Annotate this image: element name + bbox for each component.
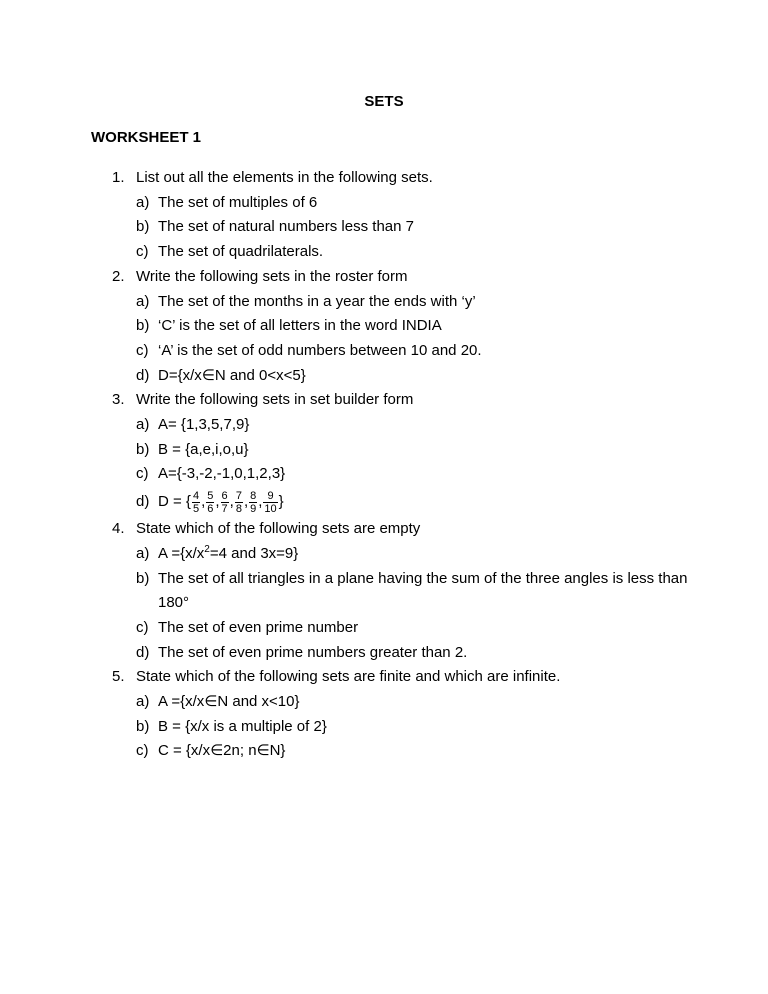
fraction: [235, 490, 243, 515]
question-list: [112, 166, 712, 764]
question-1: [112, 166, 712, 191]
sub-text: =4 and 3x=9}: [209, 544, 299, 562]
sub-letter: a): [136, 292, 150, 310]
sub-letter: b): [136, 569, 150, 587]
sub-item: [112, 567, 712, 616]
sub-text: D={x/x∈N and 0<x<5}: [158, 366, 306, 384]
sub-text: B = {a,e,i,o,u}: [158, 440, 249, 458]
sub-letter: a): [136, 693, 150, 711]
fraction-numerator: 9: [263, 490, 277, 503]
question-number: 3.: [112, 391, 125, 409]
fraction-denominator: 5: [192, 502, 200, 515]
sub-letter: b): [136, 218, 150, 236]
fraction: [263, 490, 277, 515]
sub-item: [112, 641, 712, 666]
fraction: [249, 490, 257, 515]
sub-item: [112, 215, 712, 240]
sub-text: ‘C’ is the set of all letters in the word INDIA: [158, 317, 442, 335]
set-suffix: }: [278, 493, 284, 511]
sub-item: d) D = { $\frac{4}{5}$ , $\frac{5}{6}$ , $\frac{6}{7}$ , $\frac{7}{8}$ , $\frac{8}{9}$ , $\frac{9}{10}$ }: [112, 487, 712, 517]
question-text: List out all the elements in the following sets.: [136, 169, 433, 186]
fraction: [221, 490, 229, 515]
fraction-denominator: 10: [264, 502, 277, 515]
fraction-numerator: 5: [207, 489, 214, 502]
sub-letter: a): [136, 544, 150, 562]
sub-text: The set of even prime numbers greater than 2.: [158, 643, 468, 661]
sub-text: The set of the months in a year the ends with ‘y’: [158, 292, 476, 310]
sub-item: [112, 690, 712, 715]
sub-letter: a): [136, 416, 150, 434]
sub-item: [112, 616, 712, 641]
sub-text: B = {x/x is a multiple of 2}: [158, 717, 327, 735]
sub-item: [112, 413, 712, 438]
sub-letter: b): [136, 717, 150, 735]
question-2: [112, 265, 712, 290]
fraction: [192, 490, 200, 515]
question-text: Write the following sets in set builder form: [136, 391, 414, 409]
sub-item: [112, 715, 712, 740]
set-prefix: D = {: [158, 493, 191, 511]
sub-letter: b): [136, 317, 150, 335]
sub-item: [112, 290, 712, 315]
sub-text: The set of all triangles in a plane having the sum of the three angles is less than 180°: [158, 569, 688, 612]
sub-text: The set of quadrilaterals.: [158, 243, 324, 261]
sub-item: [112, 542, 712, 567]
sub-letter: c): [136, 465, 149, 483]
fraction: [206, 490, 214, 515]
sub-letter: c): [136, 341, 149, 359]
sub-letter: a): [136, 193, 150, 211]
question-text: State which of the following sets are empty: [136, 520, 421, 538]
fraction-denominator: 7: [221, 502, 228, 515]
question-text: State which of the following sets are finite and which are infinite.: [136, 668, 561, 686]
sub-letter: d): [136, 366, 150, 384]
question-number: 2.: [112, 267, 125, 285]
fraction-numerator: 7: [235, 489, 242, 502]
sub-text: C = {x/x∈2n; n∈N}: [158, 742, 286, 760]
sub-item: [112, 438, 712, 463]
question-number: 4.: [112, 520, 125, 538]
sub-letter: d): [136, 643, 150, 661]
sub-item: [112, 339, 712, 364]
fraction-numerator: 8: [250, 489, 257, 502]
fraction-denominator: 6: [207, 502, 214, 515]
question-3: [112, 388, 712, 413]
sub-item: [112, 314, 712, 339]
page-title: SETS: [364, 93, 404, 110]
sub-text: A ={x/x: [158, 544, 205, 562]
fraction-denominator: 8: [235, 502, 242, 515]
sub-item: [112, 191, 712, 216]
sub-item: [112, 240, 712, 265]
sub-item: [112, 364, 712, 389]
sub-item: [112, 739, 712, 764]
question-number: 5.: [112, 668, 125, 686]
exponent: 2: [204, 543, 210, 555]
sub-text: The set of multiples of 6: [158, 193, 318, 211]
sub-letter: c): [136, 742, 149, 760]
question-5: [112, 665, 712, 690]
sub-text: ‘A’ is the set of odd numbers between 10 and 20.: [158, 341, 482, 359]
sub-letter: d): [136, 493, 150, 511]
sub-text: A ={x/x∈N and x<10}: [158, 693, 300, 711]
sub-text: A= {1,3,5,7,9}: [158, 416, 250, 434]
fraction-numerator: 6: [221, 489, 228, 502]
fraction-denominator: 9: [250, 502, 257, 515]
sub-text: The set of natural numbers less than 7: [158, 218, 414, 236]
question-text: Write the following sets in the roster form: [136, 267, 408, 285]
sub-letter: c): [136, 243, 149, 261]
sub-letter: c): [136, 618, 149, 636]
question-4: [112, 517, 712, 542]
fraction-numerator: 4: [192, 489, 200, 502]
sub-item: [112, 462, 712, 487]
sub-text: A={-3,-2,-1,0,1,2,3}: [158, 465, 286, 483]
question-number: 1.: [112, 169, 125, 186]
sub-letter: b): [136, 440, 150, 458]
worksheet-heading: WORKSHEET 1: [91, 129, 202, 146]
sub-text: The set of even prime number: [158, 618, 359, 636]
